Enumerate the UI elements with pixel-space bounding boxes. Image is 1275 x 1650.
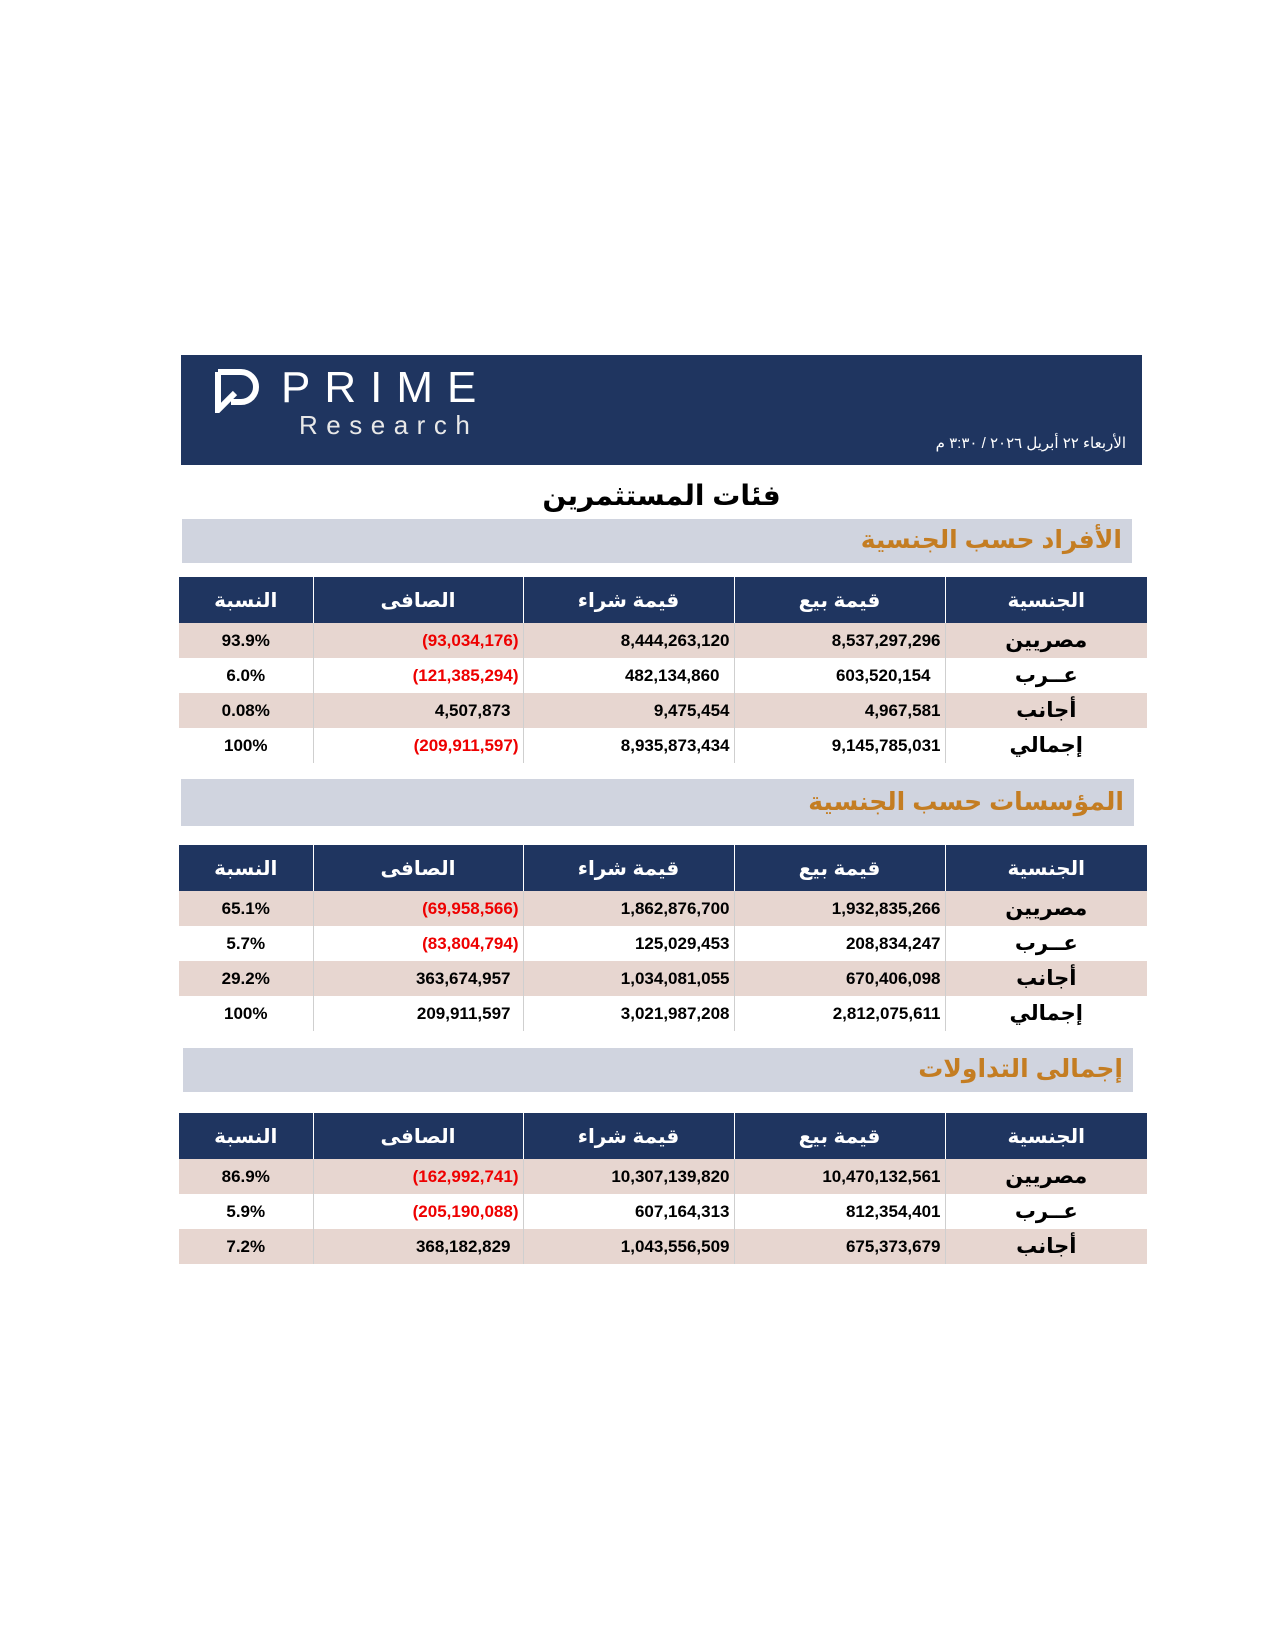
sell-value: 8,537,297,296: [734, 623, 945, 658]
net-value: 209,911,597: [313, 996, 523, 1031]
table-row: [179, 891, 1147, 926]
percent-value: 65.1%: [179, 891, 313, 926]
buy-value: 8,444,263,120: [523, 623, 734, 658]
buy-value: 10,307,139,820: [523, 1159, 734, 1194]
section-title-bar: [181, 779, 1134, 826]
column-header: الصافى: [313, 577, 523, 623]
column-header: النسبة: [179, 577, 313, 623]
net-value: 368,182,829: [313, 1229, 523, 1264]
column-header: الجنسية: [945, 845, 1147, 891]
buy-value: 9,475,454: [523, 693, 734, 728]
sell-value: 670,406,098: [734, 961, 945, 996]
nationality-cell: إجمالي: [945, 728, 1147, 763]
net-value: 4,507,873: [313, 693, 523, 728]
percent-value: 0.08%: [179, 693, 313, 728]
sell-value: 9,145,785,031: [734, 728, 945, 763]
page-title: فئات المستثمرين: [542, 480, 781, 511]
buy-value: 8,935,873,434: [523, 728, 734, 763]
column-header: قيمة بيع: [734, 845, 945, 891]
column-header: قيمة شراء: [523, 577, 734, 623]
column-header: النسبة: [179, 1113, 313, 1159]
column-header: النسبة: [179, 845, 313, 891]
net-value: (205,190,088): [313, 1194, 523, 1229]
table-row: [179, 961, 1147, 996]
percent-value: 29.2%: [179, 961, 313, 996]
table-row: [179, 693, 1147, 728]
nationality-cell: أجانب: [945, 1229, 1147, 1264]
column-header: الصافى: [313, 1113, 523, 1159]
buy-value: 125,029,453: [523, 926, 734, 961]
column-header: قيمة بيع: [734, 577, 945, 623]
table-row: [179, 996, 1147, 1031]
buy-value: 3,021,987,208: [523, 996, 734, 1031]
buy-value: 482,134,860: [523, 658, 734, 693]
nationality-cell: أجانب: [945, 961, 1147, 996]
nationality-cell: مصريين: [945, 891, 1147, 926]
table-row: [179, 1229, 1147, 1264]
table-row: [179, 926, 1147, 961]
table-row: [179, 623, 1147, 658]
nationality-cell: عــرب: [945, 1194, 1147, 1229]
net-value: (83,804,794): [313, 926, 523, 961]
net-value: 363,674,957: [313, 961, 523, 996]
nationality-cell: مصريين: [945, 1159, 1147, 1194]
net-value: (121,385,294): [313, 658, 523, 693]
sell-value: 675,373,679: [734, 1229, 945, 1264]
nationality-cell: إجمالي: [945, 996, 1147, 1031]
nationality-cell: مصريين: [945, 623, 1147, 658]
net-value: (69,958,566): [313, 891, 523, 926]
nationality-cell: أجانب: [945, 693, 1147, 728]
net-value: (162,992,741): [313, 1159, 523, 1194]
table-header-row: [179, 845, 1147, 891]
sell-value: 603,520,154: [734, 658, 945, 693]
table-header-row: [179, 1113, 1147, 1159]
nationality-cell: عــرب: [945, 658, 1147, 693]
buy-value: 607,164,313: [523, 1194, 734, 1229]
net-value: (93,034,176): [313, 623, 523, 658]
column-header: قيمة بيع: [734, 1113, 945, 1159]
buy-value: 1,034,081,055: [523, 961, 734, 996]
percent-value: 93.9%: [179, 623, 313, 658]
column-header: قيمة شراء: [523, 845, 734, 891]
sell-value: 10,470,132,561: [734, 1159, 945, 1194]
buy-value: 1,043,556,509: [523, 1229, 734, 1264]
table-header-row: [179, 577, 1147, 623]
section-title-bar: [183, 1048, 1133, 1092]
percent-value: 86.9%: [179, 1159, 313, 1194]
sell-value: 812,354,401: [734, 1194, 945, 1229]
percent-value: 6.0%: [226, 665, 266, 685]
total-trading-table: [179, 1113, 1147, 1264]
section-title: الأفراد حسب الجنسية: [860, 526, 1122, 554]
column-header: الصافى: [313, 845, 523, 891]
net-value: (209,911,597): [313, 728, 523, 763]
prime-logo-icon: [215, 369, 259, 413]
sell-value: 4,967,581: [734, 693, 945, 728]
table-row: [179, 1194, 1147, 1229]
percent-value: 100%: [224, 735, 268, 755]
column-header: الجنسية: [945, 577, 1147, 623]
table-row: [179, 1159, 1147, 1194]
individuals-table: [179, 577, 1147, 763]
buy-value: 1,862,876,700: [523, 891, 734, 926]
table-row: [179, 658, 1147, 693]
institutions-table: [179, 845, 1147, 1031]
brand-subname: Research: [299, 410, 479, 440]
section-title: المؤسسات حسب الجنسية: [808, 788, 1124, 816]
column-header: الجنسية: [945, 1113, 1147, 1159]
section-title-bar: [182, 519, 1132, 563]
section-title: إجمالى التداولات: [918, 1055, 1123, 1083]
sell-value: 208,834,247: [734, 926, 945, 961]
sell-value: 2,812,075,611: [734, 996, 945, 1031]
column-header: قيمة شراء: [523, 1113, 734, 1159]
sell-value: 1,932,835,266: [734, 891, 945, 926]
percent-value: 100%: [224, 1003, 268, 1023]
percent-value: 5.9%: [226, 1201, 266, 1221]
percent-value: 7.2%: [179, 1229, 313, 1264]
brand-name: PRIME: [281, 363, 491, 412]
nationality-cell: عــرب: [945, 926, 1147, 961]
report-date: الأربعاء ٢٢ أبريل ٢٠٢٦ / ٣:٣٠ م: [935, 435, 1126, 452]
table-row: [179, 728, 1147, 763]
percent-value: 5.7%: [226, 933, 266, 953]
header-banner: [181, 355, 1142, 465]
